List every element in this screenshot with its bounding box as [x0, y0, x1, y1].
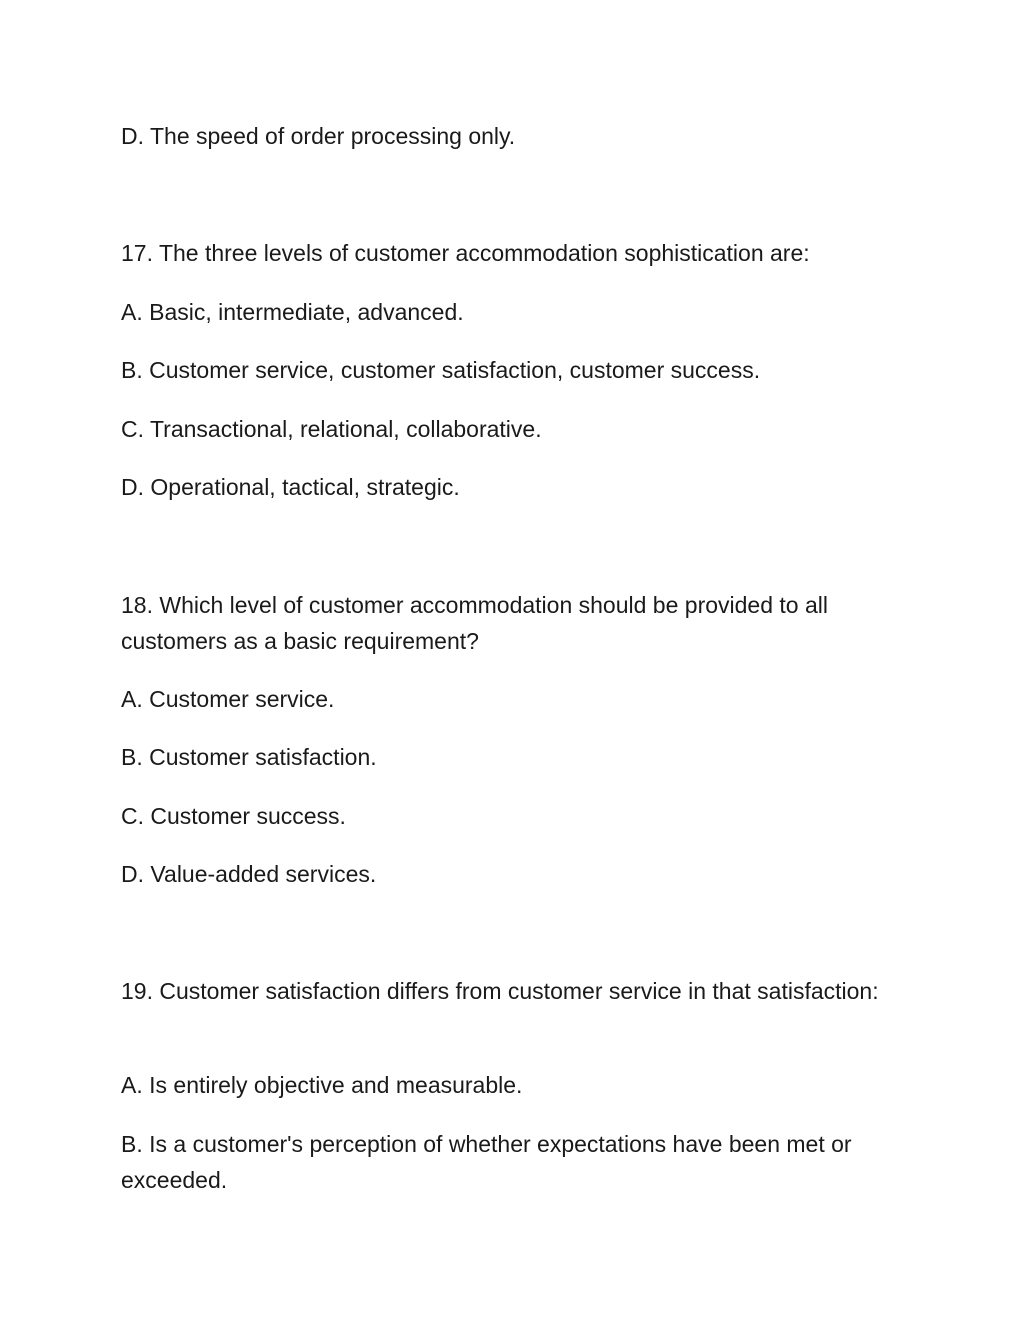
- question-17-option-c: C. Transactional, relational, collaborative.: [121, 416, 542, 442]
- question-19-option-b: B. Is a customer's perception of whether expectations have been met or exceeded.: [121, 1131, 852, 1193]
- question-19-stem: 19. Customer satisfaction differs from customer service in that satisfaction:: [121, 978, 879, 1004]
- question-17-stem: 17. The three levels of customer accommodation sophistication are:: [121, 240, 810, 266]
- question-17-option-d: D. Operational, tactical, strategic.: [121, 474, 460, 500]
- question-18-option-c: C. Customer success.: [121, 803, 346, 829]
- question-17-option-b: B. Customer service, customer satisfaction, customer success.: [121, 357, 761, 383]
- question-19-option-a: A. Is entirely objective and measurable.: [121, 1072, 523, 1098]
- question-18-option-b: B. Customer satisfaction.: [121, 744, 377, 770]
- question-17-option-a: A. Basic, intermediate, advanced.: [121, 299, 464, 325]
- option-d-previous: D. The speed of order processing only.: [121, 123, 516, 149]
- question-18-option-a: A. Customer service.: [121, 686, 335, 712]
- question-18-stem: 18. Which level of customer accommodation should be provided to all customers as a basic requirement?: [121, 592, 828, 654]
- question-18-option-d: D. Value-added services.: [121, 861, 377, 887]
